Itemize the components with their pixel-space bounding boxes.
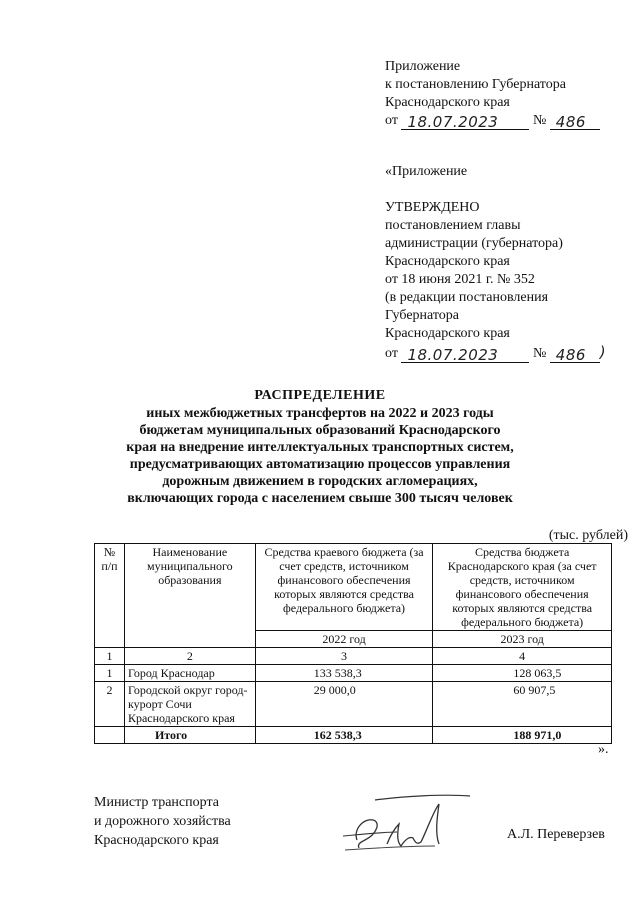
header-line: к постановлению Губернатора [385, 77, 566, 92]
handwritten-signature [335, 790, 485, 860]
signatory-name: А.Л. Переверзев [507, 827, 605, 842]
handwritten-number: 486 [555, 113, 586, 131]
header-line: Приложение [385, 59, 461, 74]
number-prefix: № [532, 113, 547, 128]
colnum-cell: 3 [255, 648, 433, 665]
signatory-position [94, 793, 231, 850]
approval-opening: «Приложение [385, 164, 468, 179]
number-prefix: № [532, 346, 547, 361]
approval-block [385, 163, 606, 363]
row-num: 1 [95, 665, 125, 682]
title-line: предусматривающих автоматизацию процессов управления [129, 457, 511, 472]
table-header-row [95, 544, 612, 631]
units-label: (тыс. рублей) [548, 528, 628, 543]
header-regional-budget: Средства бюджета Краснодарского края (за счет средств, источником финансового обеспечения которых являются средства федерального бюджета) [433, 544, 612, 631]
date-prefix: от [385, 346, 398, 361]
position-line: Министр транспорта [94, 795, 219, 810]
title-line: включающих города с населением свыше 300 тысяч человек [127, 491, 513, 506]
approval-line: постановлением главы [385, 218, 521, 233]
total-value-2023: 188 971,0 [433, 727, 612, 744]
row-name: Городской округ город-курорт Сочи Краснодарского края [124, 682, 255, 727]
approval-line: (в редакции постановления [385, 290, 549, 305]
header-year-2022: 2022 год [255, 631, 433, 648]
approval-date-line [385, 343, 606, 363]
approval-line: от 18 июня 2021 г. № 352 [385, 272, 535, 287]
header-regional: Средства краевого бюджета (за счет средств, источником финансового обеспечения которых являются средства федерального бюджета) [255, 544, 433, 631]
approval-line: Краснодарского края [385, 254, 510, 269]
closing-paren: ) [599, 343, 607, 361]
row-value-2022: 133 538,3 [255, 665, 433, 682]
approval-line: администрации (губернатора) [385, 236, 563, 251]
distribution-table [94, 543, 612, 744]
header-date-line [385, 112, 600, 130]
header-year-2023: 2023 год [433, 631, 612, 648]
colnum-cell: 4 [433, 648, 612, 665]
total-value-2022: 162 538,3 [255, 727, 433, 744]
total-empty-cell [95, 727, 125, 744]
title-heading: РАСПРЕДЕЛЕНИЕ [254, 388, 386, 403]
approval-stamp-title: УТВЕРЖДЕНО [385, 200, 480, 215]
position-line: и дорожного хозяйства [94, 814, 231, 829]
approval-line: Губернатора [385, 308, 460, 323]
row-value-2023: 128 063,5 [433, 665, 612, 682]
table-row [95, 665, 612, 682]
total-label: Итого [124, 727, 255, 744]
handwritten-number: 486 [555, 346, 586, 364]
row-value-2022: 29 000,0 [255, 682, 433, 727]
header-block [385, 58, 600, 130]
header-line: Краснодарского края [385, 95, 510, 110]
number-field [550, 346, 600, 363]
title-line: бюджетам муниципальных образований Краснодарского [139, 423, 501, 438]
date-field [401, 113, 529, 130]
row-num: 2 [95, 682, 125, 727]
table-colnum-row [95, 648, 612, 665]
approval-line: Краснодарского края [385, 326, 510, 341]
date-prefix: от [385, 113, 398, 128]
colnum-cell: 1 [95, 648, 125, 665]
colnum-cell: 2 [124, 648, 255, 665]
position-line: Краснодарского края [94, 833, 219, 848]
title-line: иных межбюджетных трансфертов на 2022 и 2023 годы [146, 406, 494, 421]
header-num: № п/п [95, 544, 125, 648]
row-name: Город Краснодар [124, 665, 255, 682]
title-line: дорожным движением в городских агломерациях, [162, 474, 478, 489]
closing-quote: ». [598, 742, 609, 757]
number-field [550, 113, 600, 130]
row-value-2023: 60 907,5 [433, 682, 612, 727]
header-name: Наименование муниципального образования [124, 544, 255, 648]
handwritten-date: 18.07.2023 [407, 346, 499, 364]
table-total-row [95, 727, 612, 744]
date-field [401, 346, 529, 363]
title-line: края на внедрение интеллектуальных транспортных систем, [126, 440, 514, 455]
table-row [95, 682, 612, 727]
document-title [0, 387, 640, 507]
handwritten-date: 18.07.2023 [407, 113, 499, 131]
